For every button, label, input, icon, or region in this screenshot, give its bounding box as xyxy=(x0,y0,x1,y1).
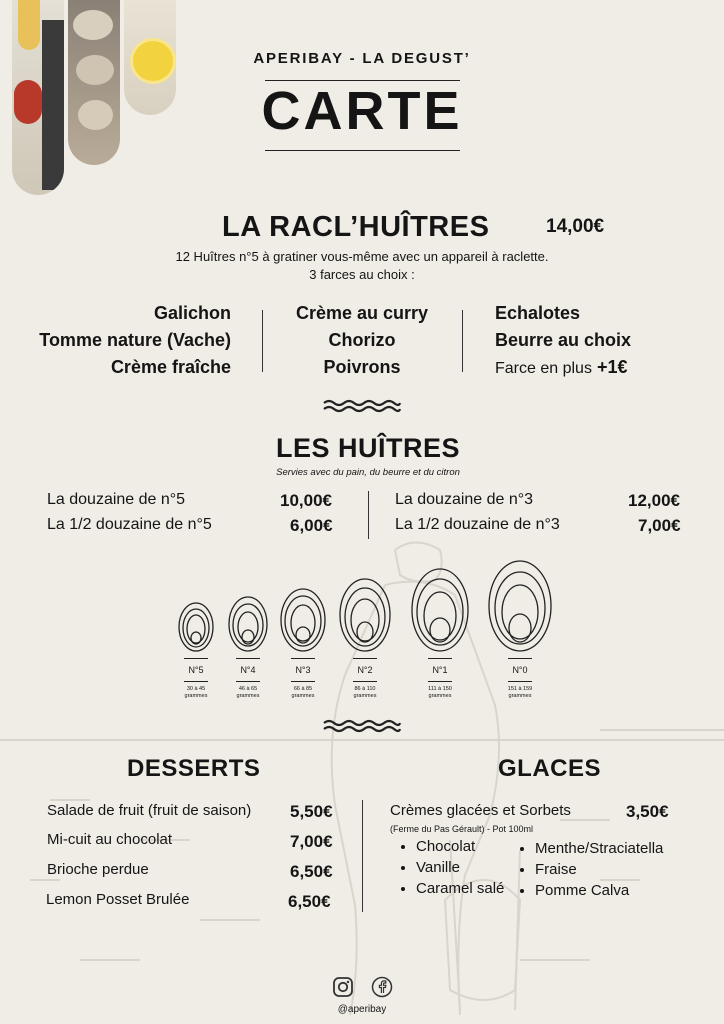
divider xyxy=(353,658,377,659)
dessert-price: 6,50€ xyxy=(290,862,333,881)
instagram-icon[interactable] xyxy=(332,976,354,998)
dessert-label: Lemon Posset Brulée xyxy=(46,891,190,908)
desserts-title: DESSERTS xyxy=(127,755,261,782)
divider xyxy=(265,150,460,151)
farce-item: Poivrons xyxy=(323,357,401,377)
glaces-price: 3,50€ xyxy=(626,802,669,821)
oyster-icon-n0 xyxy=(489,561,551,651)
flavor-item: • Vanille xyxy=(416,857,504,878)
farce-column-right xyxy=(495,300,631,382)
farce-item: Tomme nature (Vache) xyxy=(39,330,231,350)
social-handle[interactable]: @aperibay xyxy=(337,1004,387,1015)
farce-item: Crème au curry xyxy=(295,303,429,323)
divider xyxy=(368,491,369,539)
wave-ornament xyxy=(322,718,402,734)
dessert-label: Brioche perdue xyxy=(47,861,149,878)
farce-item: Crème fraîche xyxy=(110,357,231,377)
divider xyxy=(428,681,452,682)
divider xyxy=(236,658,260,659)
divider xyxy=(362,800,363,912)
oyster-icon-n1 xyxy=(412,569,468,651)
farce-item: Beurre au choix xyxy=(495,330,632,350)
divider xyxy=(428,658,452,659)
glaces-note: (Ferme du Pas Gérault) - Pot 100ml xyxy=(390,824,534,834)
divider xyxy=(184,658,208,659)
dessert-price: 7,00€ xyxy=(290,832,333,851)
dessert-label: Mi-cuit au chocolat xyxy=(47,831,173,848)
raclhuitres-title: LA RACL’HUÎTRES xyxy=(222,211,490,243)
farce-column-left xyxy=(0,300,231,381)
oyster-item-price: 7,00€ xyxy=(638,516,681,535)
flavor-item: • Menthe/Straciatella xyxy=(535,838,663,859)
dessert-label: Salade de fruit (fruit de saison) xyxy=(47,802,252,819)
page-title: CARTE xyxy=(261,81,463,141)
huitres-subtitle: Servies avec du pain, du beurre et du citron xyxy=(276,467,460,478)
oyster-icon-n4 xyxy=(229,597,267,651)
oyster-size-chart xyxy=(170,560,560,660)
huitres-title: LES HUÎTRES xyxy=(275,433,461,463)
oyster-item-label: La 1/2 douzaine de n°3 xyxy=(395,516,560,533)
oyster-item-label: La douzaine de n°3 xyxy=(395,491,534,508)
divider xyxy=(184,681,208,682)
glaces-title: GLACES xyxy=(498,755,602,782)
glaces-label: Crèmes glacées et Sorbets xyxy=(390,802,571,819)
raclhuitres-price: 14,00€ xyxy=(546,216,605,237)
flavor-item: • Caramel salé xyxy=(416,878,504,899)
oyster-item-price: 10,00€ xyxy=(280,491,332,510)
dessert-price: 5,50€ xyxy=(290,802,333,821)
oyster-icon-n2 xyxy=(340,579,390,651)
oyster-item-label: La 1/2 douzaine de n°5 xyxy=(47,516,212,533)
divider xyxy=(462,310,463,372)
flavor-item: • Pomme Calva xyxy=(535,880,663,901)
oyster-item-label: La douzaine de n°5 xyxy=(47,491,186,508)
divider xyxy=(262,310,263,372)
farce-extra xyxy=(495,354,631,382)
raclhuitres-choice-note: 3 farces au choix : xyxy=(309,267,415,282)
oyster-item-price: 12,00€ xyxy=(628,491,680,510)
divider xyxy=(508,658,532,659)
farce-item: Chorizo xyxy=(328,330,396,350)
farce-extra-label: Farce en plus xyxy=(495,360,592,377)
divider xyxy=(291,658,315,659)
divider xyxy=(236,681,260,682)
wave-ornament xyxy=(322,398,402,414)
farce-item: Galichon xyxy=(153,303,231,323)
facebook-icon[interactable] xyxy=(371,976,393,998)
flavor-item: • Fraise xyxy=(535,859,663,880)
divider xyxy=(353,681,377,682)
oyster-item-price: 6,00€ xyxy=(290,516,333,535)
oyster-icon-n3 xyxy=(281,589,325,651)
farce-item: Echalotes xyxy=(495,303,581,323)
farce-column-middle xyxy=(272,300,452,381)
glaces-flavors-left xyxy=(398,836,504,899)
raclhuitres-description: 12 Huîtres n°5 à gratiner vous-même avec un appareil à raclette. xyxy=(175,249,549,264)
divider xyxy=(291,681,315,682)
glaces-flavors-right xyxy=(517,838,663,901)
farce-extra-price: +1€ xyxy=(596,357,628,377)
dessert-price: 6,50€ xyxy=(288,892,331,911)
brand-title: APERIBAY - LA DEGUST’ xyxy=(253,50,471,67)
flavor-item: • Chocolat xyxy=(416,836,504,857)
oyster-icon-n5 xyxy=(179,603,213,651)
divider xyxy=(508,681,532,682)
